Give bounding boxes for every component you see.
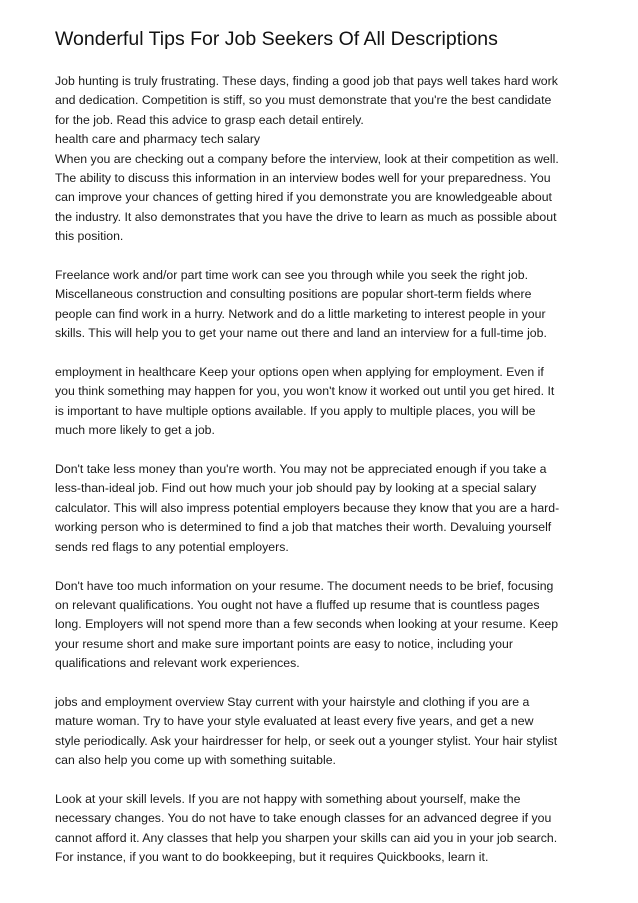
document-body — [55, 72, 598, 868]
paragraph — [55, 460, 600, 557]
text-line: Look at your skill levels. If you are not happy with something about yourself, make the — [55, 791, 521, 806]
text-line: the industry. It also demonstrates that you have the drive to learn as much as possible about — [55, 209, 557, 224]
text-line: is important to have multiple options available. If you apply to multiple places, you will be — [55, 403, 536, 418]
text-line: mature woman. Try to have your style evaluated at least every five years, and get a new — [55, 714, 534, 729]
paragraph — [55, 363, 600, 441]
text-line: jobs and employment overview Stay current with your hairstyle and clothing if you are a — [55, 694, 530, 709]
text-line: qualifications and relevant work experiences. — [55, 656, 300, 671]
text-line: calculator. This will also impress potential employers because they know that you are a hard- — [55, 500, 560, 515]
text-line: and dedication. Competition is stiff, so you must demonstrate that you're the best candidate — [55, 93, 552, 108]
text-line: employment in healthcare Keep your options open when applying for employment. Even if — [55, 365, 544, 380]
text-line: For instance, if you want to do bookkeeping, but it requires Quickbooks, learn it. — [55, 850, 489, 865]
text-line: on relevant qualifications. You ought not have a fluffed up resume that is countless pages — [55, 597, 540, 612]
text-line: Job hunting is truly frustrating. These days, finding a good job that pays well takes hard work — [55, 74, 558, 88]
text-line: less-than-ideal job. Find out how much your job should pay by looking at a special salary — [55, 481, 537, 496]
text-line: you think something may happen for you, you won't know it worked out until you get hired. It — [55, 384, 555, 399]
text-line: can also help you come up with something suitable. — [55, 753, 336, 768]
text-line: The ability to discuss this information in an interview bodes well for your preparedness. You — [55, 171, 551, 186]
paragraph — [55, 790, 600, 868]
text-line: skills. This will help you to get your name out there and land an interview for a full-time job. — [55, 326, 547, 341]
text-line: Don't have too much information on your resume. The document needs to be brief, focusing — [55, 578, 554, 593]
text-line: necessary changes. You do not have to take enough classes for an advanced degree if you — [55, 811, 552, 826]
text-line: much more likely to get a job. — [55, 423, 215, 438]
paragraph — [55, 577, 600, 674]
text-line: When you are checking out a company before the interview, look at their competition as well. — [55, 151, 559, 166]
text-line: this position. — [55, 229, 124, 244]
text-line: can improve your chances of getting hired if you demonstrate you are knowledgeable about — [55, 190, 552, 205]
text-line: Freelance work and/or part time work can see you through while you seek the right job. — [55, 268, 528, 283]
document-title: Wonderful Tips For Job Seekers Of All Descriptions — [55, 28, 498, 50]
text-line: people can find work in a hurry. Network and do a little marketing to interest people in your — [55, 306, 546, 321]
paragraph — [55, 266, 600, 344]
text-line: Don't take less money than you're worth. You may not be appreciated enough if you take a — [55, 462, 547, 477]
text-line: working person who is determined to find a job that matches their worth. Devaluing yourself — [55, 520, 552, 535]
text-line: long. Employers will not spend more than a few seconds when looking at your resume. Keep — [55, 617, 559, 632]
paragraph — [55, 693, 600, 771]
text-line: your resume short and make sure important points are easy to notice, including your — [55, 636, 513, 651]
text-line: style periodically. Ask your hairdresser for help, or seek out a younger stylist. Your hair stylist — [55, 733, 558, 748]
paragraph — [55, 72, 600, 247]
text-line: for the job. Read this advice to grasp each detail entirely. — [55, 112, 364, 127]
text-line: sends red flags to any potential employers. — [55, 539, 289, 554]
text-line: Miscellaneous construction and consulting positions are popular short-term fields where — [55, 287, 532, 302]
text-line: health care and pharmacy tech salary — [55, 132, 261, 147]
text-line: cannot afford it. Any classes that help you sharpen your skills can aid you in your job search. — [55, 830, 558, 845]
